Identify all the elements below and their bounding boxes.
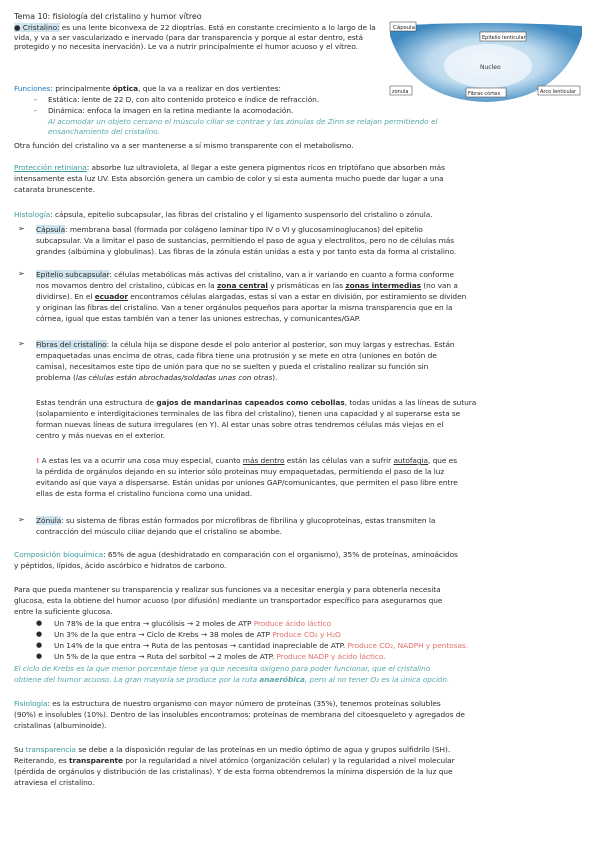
zonula-line2: contracción del músculo ciliar dejando que el cristalino se abombe. bbox=[36, 527, 282, 536]
capsula-line2: subcapsular. Va a limitar el paso de sustancias, permitiendo el paso de agua y electrolitos, pero no de células más bbox=[36, 236, 455, 245]
metabolismo-line1: Para que pueda mantener su transparencia y realizar sus funciones va a necesitar energía y para obtenerla necesita bbox=[14, 585, 441, 594]
label-capsula: Cápsula bbox=[393, 25, 415, 31]
metabolismo-line3: entre la suficiente glucosa. bbox=[14, 607, 113, 616]
epitelio-line1: Epitelio subcapsular: células metabólicas más activas del cristalino, van a ir variando en cuanto a forma conforme bbox=[36, 270, 454, 279]
capsula-line3: grandes (albúmina y globulinas). Las fibras de la zónula están unidas a esta y por tanto esta da forma al cristalino. bbox=[36, 247, 457, 256]
fisiologia-line3: cristalinas (albuminoide). bbox=[14, 721, 107, 730]
fibras-p3-line2: la pérdida de orgánulos dejando en su interior sólo proteínas muy empaquetadas, permitiendo el paso de la luz bbox=[36, 467, 445, 476]
funciones-note-line2: ensanchamiento del cristalino. bbox=[48, 127, 161, 136]
metabolismo-item: Un 78% de la que entra → glucólisis → 2 moles de ATP Produce ácido láctico bbox=[54, 619, 332, 628]
transparencia-line3: (pérdida de orgánulos y distribución de las cristalinas). Y de esta forma obtendremos la mínima dispersión de la luz que bbox=[14, 767, 453, 776]
funcion-estatica: Estática: lente de 22 D, con alto contenido proteico e índice de refracción. bbox=[48, 95, 320, 104]
zonula-line1: Zónula: su sistema de fibras están formados por microfibras de fibrilina y glucoproteínas, estas transmiten la bbox=[36, 516, 436, 525]
epitelio-line2: nos movamos dentro del cristalino, cúbicas en la zona central y prismáticas en las zonas intermedias (no van a bbox=[36, 281, 458, 290]
fibras-line2: empaquetadas unas encima de otras, cada fibra tiene una protrusión y se mete en otra (uniones en botón de bbox=[36, 351, 437, 360]
bullet-dot: ● bbox=[36, 652, 43, 660]
metabolismo-item: Un 5% de la que entra → Ruta del sorbitol → 2 moles de ATP. Produce NADP y ácido láctico. bbox=[54, 652, 386, 661]
intro-paragraph bbox=[14, 23, 384, 52]
intro-lead: ● Cristalino: bbox=[14, 23, 60, 32]
fibras-p2-line4: centro y más nuevas en el exterior. bbox=[36, 431, 165, 440]
label-zonula: zonula bbox=[392, 89, 409, 95]
bullet-dot: ● bbox=[36, 641, 43, 649]
funciones-heading: Funciones: principalmente óptica, que la va a realizar en dos vertientes: bbox=[14, 84, 281, 93]
metabolismo-item: Un 14% de la que entra → Ruta de las pentosas → cantidad inapreciable de ATP. Produce CO₂, NADPH y pentosas. bbox=[54, 641, 469, 650]
composicion-heading: Composición bioquímica bbox=[14, 550, 104, 559]
label-epitelio: Epitelio lenticular bbox=[482, 35, 526, 41]
page-title: Tema 10: fisiología del cristalino y humor vítreo bbox=[14, 12, 202, 21]
metabolismo-note-line2: obtiene del humor acuoso. La gran mayoría se produce por la ruta anaeróbica, pero al no tener O₂ es la única opción. bbox=[14, 675, 450, 684]
composicion-line2: y péptidos, lípidos, ácido ascórbico e hidratos de carbono. bbox=[14, 561, 227, 570]
proteccion-line2: intensamente esta luz UV. Esta absorción genera un cambio de color y si esta aumenta mucho puede dar lugar a una bbox=[14, 174, 444, 183]
lens-diagram bbox=[388, 18, 584, 104]
fibras-p2-line2: (solapamiento e interdigitaciones terminales de las fibra del cristalino), tienen una capacidad y al superarse esta se bbox=[36, 409, 461, 418]
arrow-bullet: ➢ bbox=[18, 269, 25, 278]
fisiologia-line2: (90%) e insolubles (10%). Dentro de las insolubles encontramos: proteínas de membrana del citoesqueleto y agregados de bbox=[14, 710, 465, 719]
label-arco: Arco lenticular bbox=[540, 89, 577, 95]
fibras-p3-line3: evitando así que vaya a dispersarse. Están unidas por uniones GAP/comunicantes, que permiten el paso libre entre bbox=[36, 478, 458, 487]
proteccion-heading: Protección retiniana bbox=[14, 163, 87, 172]
transparencia-line4: atraviesa el cristalino. bbox=[14, 778, 95, 787]
arrow-bullet: ➢ bbox=[18, 339, 25, 348]
arrow-bullet: ➢ bbox=[18, 224, 25, 233]
transparencia-line1: Su transparencia se debe a la disposición regular de las proteínas en un medio óptimo de agua y grupos sulfidrilo (SH). bbox=[14, 745, 451, 754]
proteccion-line3: catarata brunescente. bbox=[14, 185, 95, 194]
epitelio-line3: dividirse). En el ecuador encontramos células alargadas, estas sí van a estar en división, por estiramiento se dividen bbox=[36, 292, 467, 301]
composicion-line1: Composición bioquímica: 65% de agua (deshidratado en comparación con el organismo), 35% de proteínas, aminoácidos bbox=[14, 550, 458, 559]
label-nucleo: Nucleo bbox=[480, 64, 501, 71]
metabolismo-line2: glucosa, esta la obtiene del humor acuoso (por difusión) mediante un transportador específico para asegurarnos que bbox=[14, 596, 443, 605]
fisiologia-line1: Fisiología: es la estructura de nuestro organismo con mayor número de proteínas (35%), tenemos proteínas solubles bbox=[14, 699, 441, 708]
fibras-p3-line1: ! A estas les va a ocurrir una cosa muy especial, cuanto más dentro están las células van a sufrir autofagia, que es bbox=[36, 456, 457, 465]
epitelio-line5: córnea, igual que estas también van a tener las uniones estrechas, y comunicantes/GAP. bbox=[36, 314, 361, 323]
bullet-dot: ● bbox=[36, 630, 43, 638]
fibras-p2-line1: Estas tendrán una estructura de gajos de mandarinas capeados como cebollas, todas unidas a las líneas de sutura bbox=[36, 398, 477, 407]
transparencia-line2: Reiterando, es transparente por la regularidad a nivel atómico (organización celular) y la regularidad a nivel molecular bbox=[14, 756, 455, 765]
fibras-line3: camisa), necesitamos este tipo de unión para que no se suelten y pueda el cristalino realizar su función sin bbox=[36, 362, 429, 371]
histologia-intro: Histología: cápsula, epitelio subcapsular, las fibras del cristalino y el ligamento suspensorio del cristalino o zónula. bbox=[14, 210, 433, 219]
warning-mark: ! bbox=[36, 456, 40, 465]
fibras-line4: problema (las células están abrochadas/soldadas unas con otras). bbox=[36, 373, 278, 382]
intro-text: es una lente biconvexa de 22 dioptrías. Está en constante crecimiento a lo largo de la vida, y va a ser vascularizado e inervado (para dar transparencia y porque al estar dentro, está protegido y no necesita inervación). Le va a nutrir principalmente el humor acuoso y el vítreo. bbox=[14, 23, 376, 52]
fibras-p3-line4: ellas de esta forma el cristalino funciona como una unidad. bbox=[36, 489, 253, 498]
histologia-heading: Histología bbox=[14, 210, 51, 219]
label-fibras: Fibras córtex bbox=[468, 91, 501, 97]
funciones-otra: Otra función del cristalino va a ser mantenerse a sí mismo transparente con el metabolismo. bbox=[14, 141, 354, 150]
funcion-dinamica: Dinámica: enfoca la imagen en la retina mediante la acomodación. bbox=[48, 106, 294, 115]
dash-marker: - bbox=[34, 106, 37, 115]
metabolismo-note-line1: El ciclo de Krebs es la que menor porcentaje tiene ya que necesita oxígeno para poder funcionar, que el cristalino bbox=[14, 664, 431, 673]
fisiologia-heading: Fisiología bbox=[14, 699, 48, 708]
funciones-note-line1: Al acomodar un objeto cercano el músculo ciliar se contrae y las zónulas de Zinn se relajan permitiendo el bbox=[48, 117, 438, 126]
bullet-dot: ● bbox=[36, 619, 43, 627]
fibras-p2-line3: forman nuevas líneas de sutura irregulares (en Y). Al estar unas sobre otras tendremos células más viejas en el bbox=[36, 420, 444, 429]
arrow-bullet: ➢ bbox=[18, 515, 25, 524]
capsula-line1: Cápsula: membrana basal (formada por colágeno laminar tipo IV o VI y glucosaminoglucanos) del epitelio bbox=[36, 225, 423, 234]
fibras-line1: Fibras del cristalino: la célula hija se dispone desde el polo anterior al posterior, son muy largas y estrechas. Están bbox=[36, 340, 455, 349]
transparencia-heading: transparencia bbox=[25, 745, 76, 754]
dash-marker: - bbox=[34, 95, 37, 104]
proteccion-line1: Protección retiniana: absorbe luz ultravioleta, al llegar a este genera pigmentos ricos en triptófano que absorben más bbox=[14, 163, 445, 172]
metabolismo-item: Un 3% de la que entra → Ciclo de Krebs → 38 moles de ATP Produce CO₂ y H₂O bbox=[54, 630, 341, 639]
epitelio-line4: y originan las fibras del cristalino. Van a tener orgánulos pequeños para aportar la misma transparencia que en la bbox=[36, 303, 453, 312]
